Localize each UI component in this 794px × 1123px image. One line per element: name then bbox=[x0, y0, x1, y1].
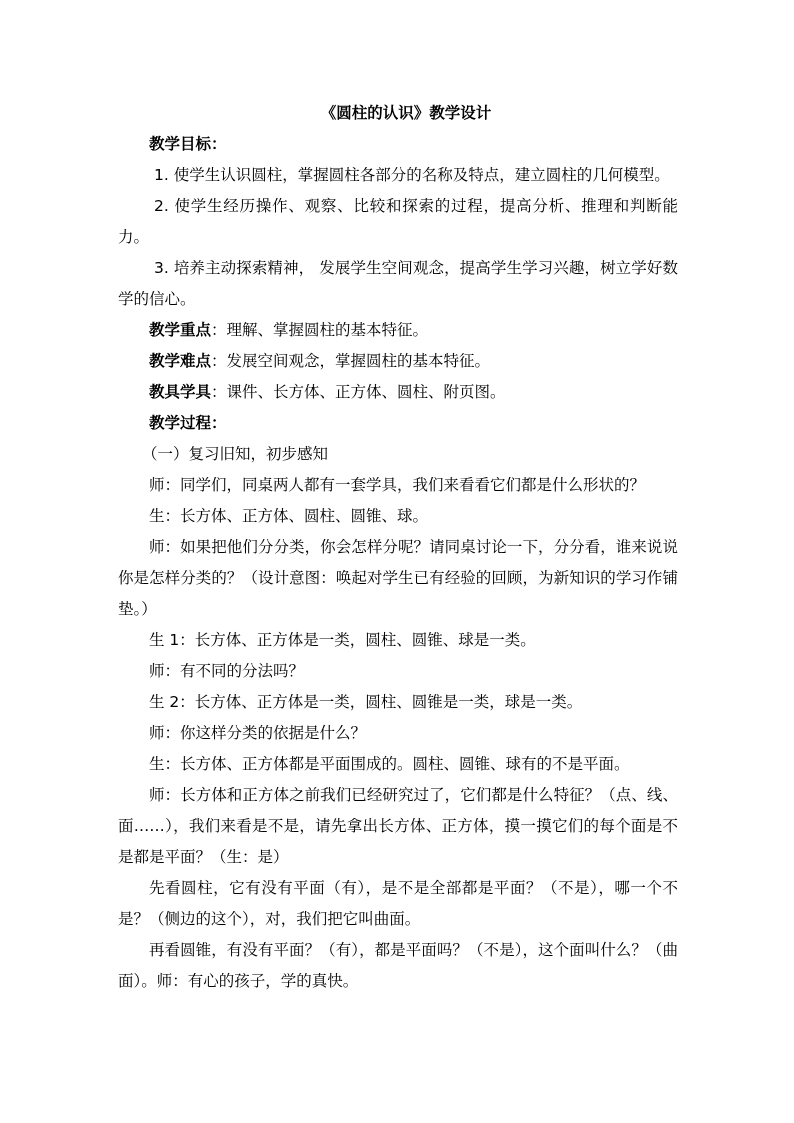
paragraph: 先看圆柱，它有没有平面（有），是不是全部都是平面？（不是），哪一个不是？（侧边的这个），对，我们把它叫曲面。 bbox=[118, 879, 678, 928]
paragraph: 师：有不同的分法吗？ bbox=[149, 662, 305, 680]
paragraph: 生：长方体、正方体都是平面围成的。圆柱、圆锥、球有的不是平面。 bbox=[149, 755, 630, 773]
document-title: 《圆柱的认识》教学设计 bbox=[320, 104, 492, 122]
objective-item-1: 1. 使学生认识圆柱，掌握圆柱各部分的名称及特点，建立圆柱的几何模型。 bbox=[154, 166, 670, 184]
difficult-point bbox=[118, 346, 678, 377]
paragraph: 生 1：长方体、正方体是一类，圆柱、圆锥、球是一类。 bbox=[149, 631, 536, 649]
difficult-point-text: ：发展空间观念，掌握圆柱的基本特征。 bbox=[211, 352, 491, 370]
teaching-tools-text: ：课件、长方体、正方体、圆柱、附页图。 bbox=[211, 383, 506, 401]
paragraph: 再看圆锥，有没有平面？（有），都是平面吗？（不是），这个面叫什么？（曲面）。师：有心的孩子，学的真快。 bbox=[118, 941, 678, 990]
key-point-label: 教学重点 bbox=[149, 321, 212, 339]
objective-item-2: 2. 使学生经历操作、观察、比较和探索的过程，提高分析、推理和判断能力。 bbox=[118, 197, 678, 246]
paragraph: 师：同学们，同桌两人都有一套学具，我们来看看它们都是什么形状的？ bbox=[149, 476, 646, 494]
key-point-text: ：理解、掌握圆柱的基本特征。 bbox=[211, 321, 429, 339]
teaching-tools-label: 教具学具 bbox=[149, 383, 212, 401]
teaching-tools bbox=[118, 377, 678, 408]
document-body bbox=[118, 98, 678, 997]
key-point bbox=[118, 315, 678, 346]
paragraph: 师：如果把他们分分类，你会怎样分呢？请同桌讨论一下，分分看，谁来说说你是怎样分类的？（设计意图：唤起对学生已有经验的回顾，为新知识的学习作铺垫。） bbox=[118, 538, 678, 618]
paragraph: 师：你这样分类的依据是什么？ bbox=[149, 724, 367, 742]
objectives-heading: 教学目标： bbox=[149, 135, 227, 153]
paragraph: 生 2：长方体、正方体是一类，圆柱、圆锥是一类，球是一类。 bbox=[149, 693, 583, 711]
paragraph: 生：长方体、正方体、圆柱、圆锥、球。 bbox=[149, 507, 429, 525]
process-heading: 教学过程： bbox=[149, 414, 227, 432]
paragraph: 师：长方体和正方体之前我们已经研究过了，它们都是什么特征？（点、线、面……），我们来看是不是，请先拿出长方体、正方体，摸一摸它们的每个面是不是都是平面？（生：是） bbox=[118, 786, 678, 866]
difficult-point-label: 教学难点 bbox=[149, 352, 212, 370]
section-one-heading: （一）复习旧知，初步感知 bbox=[142, 445, 329, 463]
objective-item-3: 3. 培养主动探索精神， 发展学生空间观念，提高学生学习兴趣，树立学好数学的信心。 bbox=[118, 259, 678, 308]
